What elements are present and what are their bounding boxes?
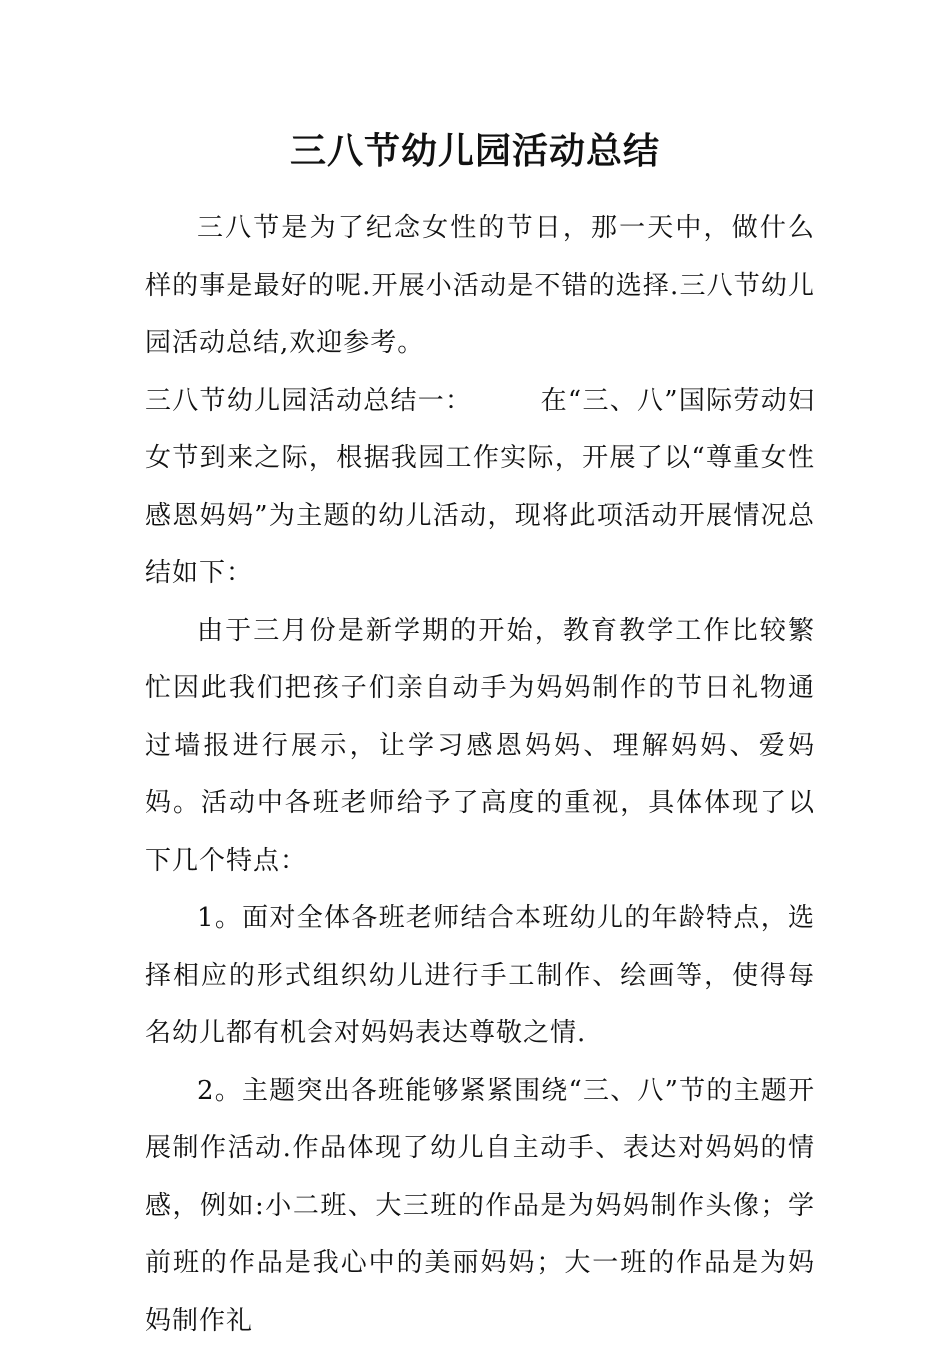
document-title: 三八节幼儿园活动总结 bbox=[0, 128, 950, 176]
section-lead-text: 在“三、八”国际劳动妇女节到来之际，根据我园工作实际，开展了以“尊重女性感恩妈妈”为主题的幼儿活动，现将此项活动开展情况总结如下： bbox=[145, 386, 815, 589]
document-body bbox=[145, 200, 815, 1350]
point-2: 2。主题突出各班能够紧紧围绕“三、八”节的主题开展制作活动.作品体现了幼儿自主动手、表达对妈妈的情感，例如:小二班、大三班的作品是为妈妈制作头像；学前班的作品是我心中的美丽妈妈；大一班的作品是为妈妈制作礼 bbox=[145, 1063, 815, 1350]
section-heading: 三八节幼儿园活动总结一： bbox=[145, 386, 472, 416]
section-paragraph bbox=[145, 373, 815, 603]
point-1: 1。面对全体各班老师结合本班幼儿的年龄特点，选择相应的形式组织幼儿进行手工制作、绘画等，使得每名幼儿都有机会对妈妈表达尊敬之情. bbox=[145, 890, 815, 1063]
intro-paragraph: 三八节是为了纪念女性的节日，那一天中，做什么样的事是最好的呢.开展小活动是不错的选择.三八节幼儿园活动总结,欢迎参考。 bbox=[145, 200, 815, 373]
paragraph-1: 由于三月份是新学期的开始，教育教学工作比较繁忙因此我们把孩子们亲自动手为妈妈制作的节日礼物通过墙报进行展示，让学习感恩妈妈、理解妈妈、爱妈妈。活动中各班老师给予了高度的重视，具体体现了以下几个特点： bbox=[145, 603, 815, 891]
